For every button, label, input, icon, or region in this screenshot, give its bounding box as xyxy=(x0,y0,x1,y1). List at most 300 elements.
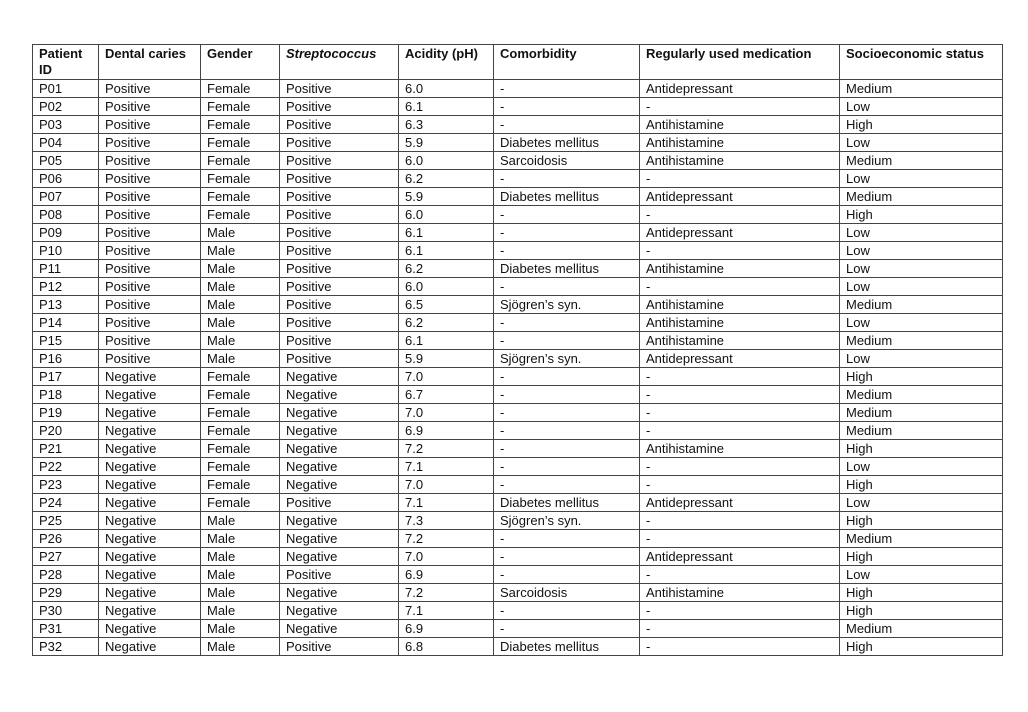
cell-dental-caries: Negative xyxy=(99,476,201,494)
cell-patient-id: P04 xyxy=(33,134,99,152)
cell-acidity: 7.1 xyxy=(399,458,494,476)
cell-streptococcus: Negative xyxy=(280,422,399,440)
cell-patient-id: P30 xyxy=(33,602,99,620)
cell-streptococcus: Negative xyxy=(280,458,399,476)
cell-socioeconomic-status: Medium xyxy=(840,152,1003,170)
cell-socioeconomic-status: Medium xyxy=(840,422,1003,440)
cell-streptococcus: Positive xyxy=(280,332,399,350)
cell-medication: - xyxy=(640,638,840,656)
table-row xyxy=(33,548,1003,566)
cell-dental-caries: Positive xyxy=(99,206,201,224)
cell-medication: Antihistamine xyxy=(640,314,840,332)
cell-acidity: 7.0 xyxy=(399,368,494,386)
cell-acidity: 7.1 xyxy=(399,602,494,620)
header-comorbidity: Comorbidity xyxy=(494,45,640,80)
cell-gender: Male xyxy=(201,224,280,242)
cell-socioeconomic-status: Low xyxy=(840,170,1003,188)
cell-acidity: 6.0 xyxy=(399,152,494,170)
cell-gender: Male xyxy=(201,566,280,584)
cell-socioeconomic-status: High xyxy=(840,512,1003,530)
cell-streptococcus: Negative xyxy=(280,584,399,602)
cell-socioeconomic-status: Low xyxy=(840,350,1003,368)
cell-acidity: 6.7 xyxy=(399,386,494,404)
cell-gender: Female xyxy=(201,440,280,458)
cell-comorbidity: - xyxy=(494,278,640,296)
header-dental-caries: Dental caries xyxy=(99,45,201,80)
cell-comorbidity: - xyxy=(494,422,640,440)
table-row xyxy=(33,584,1003,602)
cell-streptococcus: Positive xyxy=(280,314,399,332)
cell-streptococcus: Positive xyxy=(280,260,399,278)
cell-patient-id: P09 xyxy=(33,224,99,242)
table-row xyxy=(33,206,1003,224)
cell-patient-id: P23 xyxy=(33,476,99,494)
patient-table xyxy=(32,44,1003,656)
cell-socioeconomic-status: Medium xyxy=(840,530,1003,548)
cell-dental-caries: Negative xyxy=(99,512,201,530)
table-row xyxy=(33,224,1003,242)
cell-socioeconomic-status: High xyxy=(840,440,1003,458)
cell-gender: Male xyxy=(201,242,280,260)
cell-dental-caries: Negative xyxy=(99,386,201,404)
table-row xyxy=(33,368,1003,386)
cell-comorbidity: - xyxy=(494,80,640,98)
cell-medication: Antidepressant xyxy=(640,224,840,242)
cell-acidity: 6.1 xyxy=(399,332,494,350)
cell-streptococcus: Negative xyxy=(280,368,399,386)
cell-socioeconomic-status: Low xyxy=(840,260,1003,278)
cell-medication: - xyxy=(640,170,840,188)
cell-medication: Antidepressant xyxy=(640,548,840,566)
cell-streptococcus: Positive xyxy=(280,494,399,512)
cell-dental-caries: Positive xyxy=(99,98,201,116)
cell-dental-caries: Negative xyxy=(99,494,201,512)
cell-acidity: 7.0 xyxy=(399,404,494,422)
cell-streptococcus: Positive xyxy=(280,188,399,206)
cell-streptococcus: Positive xyxy=(280,98,399,116)
cell-gender: Male xyxy=(201,620,280,638)
table-row xyxy=(33,134,1003,152)
cell-acidity: 6.9 xyxy=(399,422,494,440)
cell-comorbidity: - xyxy=(494,170,640,188)
cell-acidity: 5.9 xyxy=(399,134,494,152)
cell-dental-caries: Positive xyxy=(99,314,201,332)
cell-medication: - xyxy=(640,368,840,386)
cell-dental-caries: Positive xyxy=(99,224,201,242)
cell-patient-id: P18 xyxy=(33,386,99,404)
table-row xyxy=(33,476,1003,494)
cell-medication: - xyxy=(640,476,840,494)
cell-patient-id: P02 xyxy=(33,98,99,116)
cell-comorbidity: - xyxy=(494,548,640,566)
cell-medication: - xyxy=(640,242,840,260)
cell-comorbidity: - xyxy=(494,206,640,224)
cell-acidity: 5.9 xyxy=(399,188,494,206)
cell-streptococcus: Positive xyxy=(280,134,399,152)
cell-socioeconomic-status: High xyxy=(840,368,1003,386)
cell-gender: Female xyxy=(201,80,280,98)
cell-gender: Female xyxy=(201,386,280,404)
cell-patient-id: P13 xyxy=(33,296,99,314)
cell-acidity: 6.1 xyxy=(399,224,494,242)
cell-medication: Antidepressant xyxy=(640,350,840,368)
cell-streptococcus: Positive xyxy=(280,350,399,368)
cell-medication: Antihistamine xyxy=(640,134,840,152)
table-row xyxy=(33,242,1003,260)
cell-gender: Female xyxy=(201,116,280,134)
cell-medication: - xyxy=(640,458,840,476)
cell-patient-id: P25 xyxy=(33,512,99,530)
cell-gender: Male xyxy=(201,602,280,620)
header-streptococcus: Streptococcus xyxy=(280,45,399,80)
cell-comorbidity: Sjögren’s syn. xyxy=(494,296,640,314)
cell-patient-id: P20 xyxy=(33,422,99,440)
table-row xyxy=(33,602,1003,620)
cell-socioeconomic-status: Low xyxy=(840,242,1003,260)
cell-gender: Female xyxy=(201,152,280,170)
table-row xyxy=(33,260,1003,278)
cell-patient-id: P28 xyxy=(33,566,99,584)
table-row xyxy=(33,98,1003,116)
cell-streptococcus: Positive xyxy=(280,116,399,134)
cell-comorbidity: - xyxy=(494,476,640,494)
cell-dental-caries: Negative xyxy=(99,368,201,386)
cell-medication: Antihistamine xyxy=(640,260,840,278)
cell-streptococcus: Negative xyxy=(280,440,399,458)
cell-streptococcus: Positive xyxy=(280,206,399,224)
header-row xyxy=(33,45,1003,80)
cell-streptococcus: Positive xyxy=(280,638,399,656)
table-row xyxy=(33,620,1003,638)
cell-gender: Female xyxy=(201,98,280,116)
cell-medication: Antihistamine xyxy=(640,152,840,170)
cell-dental-caries: Positive xyxy=(99,332,201,350)
cell-medication: - xyxy=(640,566,840,584)
cell-gender: Male xyxy=(201,584,280,602)
cell-dental-caries: Positive xyxy=(99,350,201,368)
cell-acidity: 6.1 xyxy=(399,98,494,116)
cell-acidity: 6.0 xyxy=(399,278,494,296)
cell-gender: Male xyxy=(201,296,280,314)
cell-comorbidity: - xyxy=(494,242,640,260)
cell-dental-caries: Negative xyxy=(99,566,201,584)
cell-patient-id: P22 xyxy=(33,458,99,476)
cell-medication: - xyxy=(640,386,840,404)
cell-comorbidity: - xyxy=(494,116,640,134)
cell-dental-caries: Negative xyxy=(99,458,201,476)
cell-medication: Antihistamine xyxy=(640,296,840,314)
cell-dental-caries: Negative xyxy=(99,404,201,422)
table-row xyxy=(33,80,1003,98)
cell-gender: Female xyxy=(201,206,280,224)
cell-comorbidity: - xyxy=(494,314,640,332)
cell-gender: Male xyxy=(201,332,280,350)
cell-patient-id: P16 xyxy=(33,350,99,368)
cell-acidity: 6.2 xyxy=(399,170,494,188)
cell-streptococcus: Negative xyxy=(280,530,399,548)
header-socioeconomic-status: Socioeconomic status xyxy=(840,45,1003,80)
cell-streptococcus: Negative xyxy=(280,620,399,638)
cell-acidity: 6.2 xyxy=(399,314,494,332)
cell-dental-caries: Positive xyxy=(99,134,201,152)
cell-comorbidity: - xyxy=(494,458,640,476)
cell-dental-caries: Negative xyxy=(99,602,201,620)
cell-gender: Female xyxy=(201,494,280,512)
table-row xyxy=(33,458,1003,476)
cell-dental-caries: Positive xyxy=(99,278,201,296)
table-row xyxy=(33,440,1003,458)
cell-socioeconomic-status: Low xyxy=(840,458,1003,476)
cell-medication: - xyxy=(640,404,840,422)
cell-patient-id: P12 xyxy=(33,278,99,296)
cell-comorbidity: - xyxy=(494,530,640,548)
table-header xyxy=(33,45,1003,80)
cell-gender: Female xyxy=(201,170,280,188)
table-row xyxy=(33,386,1003,404)
cell-medication: Antihistamine xyxy=(640,440,840,458)
cell-patient-id: P24 xyxy=(33,494,99,512)
cell-patient-id: P01 xyxy=(33,80,99,98)
cell-comorbidity: - xyxy=(494,224,640,242)
cell-dental-caries: Negative xyxy=(99,440,201,458)
cell-streptococcus: Negative xyxy=(280,512,399,530)
table-row xyxy=(33,116,1003,134)
cell-acidity: 6.8 xyxy=(399,638,494,656)
table-row xyxy=(33,170,1003,188)
cell-patient-id: P26 xyxy=(33,530,99,548)
cell-patient-id: P29 xyxy=(33,584,99,602)
table-row xyxy=(33,422,1003,440)
cell-patient-id: P03 xyxy=(33,116,99,134)
cell-streptococcus: Positive xyxy=(280,224,399,242)
cell-patient-id: P06 xyxy=(33,170,99,188)
cell-gender: Female xyxy=(201,476,280,494)
cell-socioeconomic-status: High xyxy=(840,548,1003,566)
cell-acidity: 6.5 xyxy=(399,296,494,314)
cell-dental-caries: Negative xyxy=(99,584,201,602)
cell-acidity: 6.9 xyxy=(399,620,494,638)
cell-dental-caries: Positive xyxy=(99,152,201,170)
cell-dental-caries: Negative xyxy=(99,620,201,638)
cell-medication: - xyxy=(640,278,840,296)
cell-patient-id: P19 xyxy=(33,404,99,422)
table-row xyxy=(33,350,1003,368)
cell-streptococcus: Positive xyxy=(280,242,399,260)
cell-gender: Male xyxy=(201,548,280,566)
table-row xyxy=(33,404,1003,422)
cell-medication: Antihistamine xyxy=(640,584,840,602)
cell-medication: - xyxy=(640,422,840,440)
cell-medication: Antidepressant xyxy=(640,188,840,206)
cell-socioeconomic-status: Medium xyxy=(840,620,1003,638)
cell-streptococcus: Negative xyxy=(280,404,399,422)
cell-comorbidity: Diabetes mellitus xyxy=(494,638,640,656)
cell-dental-caries: Negative xyxy=(99,548,201,566)
cell-acidity: 7.0 xyxy=(399,476,494,494)
table-row xyxy=(33,566,1003,584)
table-row xyxy=(33,530,1003,548)
cell-gender: Male xyxy=(201,314,280,332)
cell-dental-caries: Negative xyxy=(99,422,201,440)
cell-patient-id: P15 xyxy=(33,332,99,350)
cell-socioeconomic-status: Low xyxy=(840,566,1003,584)
cell-comorbidity: Diabetes mellitus xyxy=(494,188,640,206)
cell-medication: - xyxy=(640,620,840,638)
cell-acidity: 6.0 xyxy=(399,80,494,98)
cell-medication: - xyxy=(640,530,840,548)
cell-acidity: 7.1 xyxy=(399,494,494,512)
cell-dental-caries: Positive xyxy=(99,296,201,314)
header-acidity: Acidity (pH) xyxy=(399,45,494,80)
cell-socioeconomic-status: High xyxy=(840,638,1003,656)
cell-dental-caries: Positive xyxy=(99,116,201,134)
table-row xyxy=(33,638,1003,656)
cell-acidity: 6.2 xyxy=(399,260,494,278)
cell-acidity: 6.1 xyxy=(399,242,494,260)
cell-socioeconomic-status: High xyxy=(840,476,1003,494)
cell-socioeconomic-status: Medium xyxy=(840,188,1003,206)
cell-comorbidity: - xyxy=(494,98,640,116)
cell-gender: Male xyxy=(201,260,280,278)
table-body xyxy=(33,80,1003,656)
cell-streptococcus: Positive xyxy=(280,296,399,314)
patient-table-container xyxy=(32,44,1003,656)
table-row xyxy=(33,314,1003,332)
cell-dental-caries: Positive xyxy=(99,188,201,206)
cell-medication: Antihistamine xyxy=(640,332,840,350)
cell-dental-caries: Negative xyxy=(99,530,201,548)
cell-acidity: 7.2 xyxy=(399,584,494,602)
cell-acidity: 6.0 xyxy=(399,206,494,224)
table-row xyxy=(33,152,1003,170)
cell-patient-id: P27 xyxy=(33,548,99,566)
header-medication: Regularly used medication xyxy=(640,45,840,80)
cell-medication: Antidepressant xyxy=(640,80,840,98)
cell-streptococcus: Positive xyxy=(280,170,399,188)
header-gender: Gender xyxy=(201,45,280,80)
cell-comorbidity: - xyxy=(494,602,640,620)
cell-patient-id: P11 xyxy=(33,260,99,278)
cell-streptococcus: Negative xyxy=(280,548,399,566)
cell-gender: Female xyxy=(201,188,280,206)
cell-gender: Female xyxy=(201,368,280,386)
cell-socioeconomic-status: High xyxy=(840,116,1003,134)
cell-socioeconomic-status: Medium xyxy=(840,386,1003,404)
cell-socioeconomic-status: Low xyxy=(840,98,1003,116)
cell-medication: - xyxy=(640,602,840,620)
cell-acidity: 7.2 xyxy=(399,440,494,458)
cell-comorbidity: - xyxy=(494,368,640,386)
cell-patient-id: P32 xyxy=(33,638,99,656)
cell-socioeconomic-status: High xyxy=(840,206,1003,224)
cell-dental-caries: Positive xyxy=(99,80,201,98)
cell-patient-id: P10 xyxy=(33,242,99,260)
cell-medication: - xyxy=(640,512,840,530)
cell-gender: Female xyxy=(201,404,280,422)
table-row xyxy=(33,494,1003,512)
cell-acidity: 7.3 xyxy=(399,512,494,530)
cell-comorbidity: - xyxy=(494,566,640,584)
table-row xyxy=(33,188,1003,206)
header-patient-id: Patient ID xyxy=(33,45,99,80)
cell-medication: - xyxy=(640,206,840,224)
cell-medication: - xyxy=(640,98,840,116)
cell-socioeconomic-status: Low xyxy=(840,494,1003,512)
cell-acidity: 5.9 xyxy=(399,350,494,368)
cell-streptococcus: Negative xyxy=(280,386,399,404)
cell-socioeconomic-status: High xyxy=(840,602,1003,620)
cell-patient-id: P08 xyxy=(33,206,99,224)
cell-socioeconomic-status: Medium xyxy=(840,332,1003,350)
cell-gender: Male xyxy=(201,530,280,548)
cell-streptococcus: Positive xyxy=(280,80,399,98)
cell-patient-id: P17 xyxy=(33,368,99,386)
cell-socioeconomic-status: High xyxy=(840,584,1003,602)
cell-gender: Male xyxy=(201,278,280,296)
cell-gender: Male xyxy=(201,512,280,530)
cell-comorbidity: Sarcoidosis xyxy=(494,584,640,602)
cell-socioeconomic-status: Low xyxy=(840,224,1003,242)
cell-patient-id: P07 xyxy=(33,188,99,206)
cell-comorbidity: Diabetes mellitus xyxy=(494,260,640,278)
cell-dental-caries: Negative xyxy=(99,638,201,656)
cell-gender: Female xyxy=(201,134,280,152)
cell-acidity: 6.3 xyxy=(399,116,494,134)
cell-patient-id: P21 xyxy=(33,440,99,458)
cell-gender: Female xyxy=(201,422,280,440)
cell-comorbidity: - xyxy=(494,620,640,638)
cell-streptococcus: Positive xyxy=(280,152,399,170)
cell-acidity: 7.0 xyxy=(399,548,494,566)
cell-streptococcus: Positive xyxy=(280,566,399,584)
cell-socioeconomic-status: Medium xyxy=(840,296,1003,314)
cell-acidity: 6.9 xyxy=(399,566,494,584)
table-row xyxy=(33,332,1003,350)
cell-socioeconomic-status: Low xyxy=(840,314,1003,332)
cell-comorbidity: Sjögren’s syn. xyxy=(494,512,640,530)
cell-gender: Male xyxy=(201,350,280,368)
cell-streptococcus: Positive xyxy=(280,278,399,296)
cell-medication: Antihistamine xyxy=(640,116,840,134)
cell-patient-id: P14 xyxy=(33,314,99,332)
cell-comorbidity: - xyxy=(494,404,640,422)
cell-streptococcus: Negative xyxy=(280,602,399,620)
table-row xyxy=(33,512,1003,530)
cell-patient-id: P31 xyxy=(33,620,99,638)
cell-gender: Male xyxy=(201,638,280,656)
cell-comorbidity: Sarcoidosis xyxy=(494,152,640,170)
cell-dental-caries: Positive xyxy=(99,170,201,188)
cell-comorbidity: - xyxy=(494,386,640,404)
cell-dental-caries: Positive xyxy=(99,242,201,260)
cell-gender: Female xyxy=(201,458,280,476)
table-row xyxy=(33,278,1003,296)
cell-medication: Antidepressant xyxy=(640,494,840,512)
cell-socioeconomic-status: Low xyxy=(840,278,1003,296)
cell-socioeconomic-status: Medium xyxy=(840,404,1003,422)
cell-patient-id: P05 xyxy=(33,152,99,170)
cell-socioeconomic-status: Medium xyxy=(840,80,1003,98)
cell-acidity: 7.2 xyxy=(399,530,494,548)
cell-comorbidity: Sjögren’s syn. xyxy=(494,350,640,368)
cell-streptococcus: Negative xyxy=(280,476,399,494)
cell-dental-caries: Positive xyxy=(99,260,201,278)
cell-comorbidity: Diabetes mellitus xyxy=(494,134,640,152)
cell-comorbidity: - xyxy=(494,440,640,458)
cell-comorbidity: - xyxy=(494,332,640,350)
cell-socioeconomic-status: Low xyxy=(840,134,1003,152)
cell-comorbidity: Diabetes mellitus xyxy=(494,494,640,512)
